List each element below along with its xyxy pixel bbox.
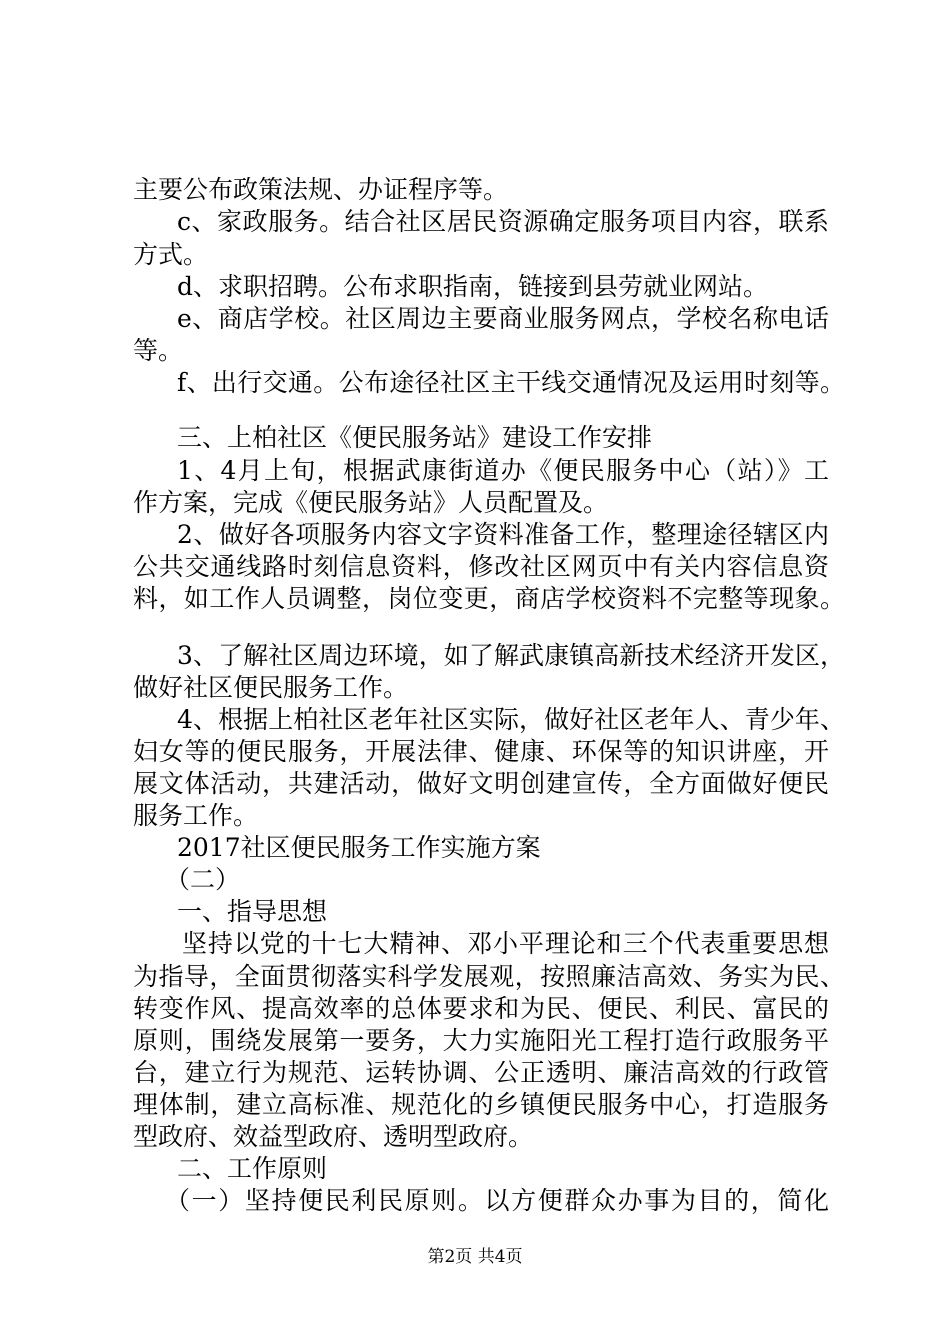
body-line: 等。 [133,336,184,365]
section-heading: 二、工作原则 [177,1154,328,1183]
body-line: 型政府、效益型政府、透明型政府。 [133,1122,534,1151]
body-line: 3、了解社区周边环境，如了解武康镇高新技术经济开发区， [177,641,845,670]
body-line: 展文体活动，共建活动，做好文明创建宣传，全方面做好便民 [133,769,829,798]
body-line: 原则，围绕发展第一要务，大力实施阳光工程打造行政服务平 [133,1026,829,1055]
body-line: 公共交通线路时刻信息资料，修改社区网页中有关内容信息资 [133,552,829,581]
body-line: f、出行交通。公布途径社区主干线交通情况及运用时刻等。 [177,368,845,397]
document-title: 2017社区便民服务工作实施方案 [177,833,541,862]
section-heading: 一、指导思想 [177,897,328,926]
body-line: c、家政服务。结合社区居民资源确定服务项目内容，联系 [177,207,829,236]
body-line: 台，建立行为规范、运转协调、公正透明、廉洁高效的行政管 [133,1058,829,1087]
body-line: 做好社区便民服务工作。 [133,673,409,702]
body-line: 方式。 [133,240,209,269]
body-line: 妇女等的便民服务，开展法律、健康、环保等的知识讲座，开 [133,737,829,766]
body-line: 2、做好各项服务内容文字资料准备工作，整理途径辖区内 [177,520,829,549]
body-line: 理体制，建立高标准、规范化的乡镇便民服务中心，打造服务 [133,1090,829,1119]
body-line: 4、根据上柏社区老年社区实际，做好社区老年人、青少年、 [177,705,845,734]
body-line: 坚持以党的十七大精神、邓小平理论和三个代表重要思想 [182,929,829,958]
body-line: 主要公布政策法规、办证程序等。 [133,175,509,204]
subtitle: （二） [165,865,241,894]
body-line: d、求职招聘。公布求职指南，链接到县劳就业网站。 [177,272,769,301]
body-line: 服务工作。 [133,801,259,830]
body-line: 1、4月上旬，根据武康街道办《便民服务中心（站）》工 [177,456,829,485]
body-line: e、商店学校。社区周边主要商业服务网点，学校名称电话 [177,304,829,333]
body-line: （一）坚持便民利民原则。以方便群众办事为目的，简化 [165,1186,829,1215]
section-heading: 三、上柏社区《便民服务站》建设工作安排 [177,423,653,452]
body-line: 料，如工作人员调整，岗位变更，商店学校资料不完整等现象。 [133,584,845,613]
body-line: 为指导，全面贯彻落实科学发展观，按照廉洁高效、务实为民、 [133,962,845,991]
page-footer: 第2页 共4页 [427,1247,523,1267]
body-line: 作方案，完成《便民服务站》人员配置及。 [133,488,609,517]
body-line: 转变作风、提高效率的总体要求和为民、便民、利民、富民的 [133,994,829,1023]
